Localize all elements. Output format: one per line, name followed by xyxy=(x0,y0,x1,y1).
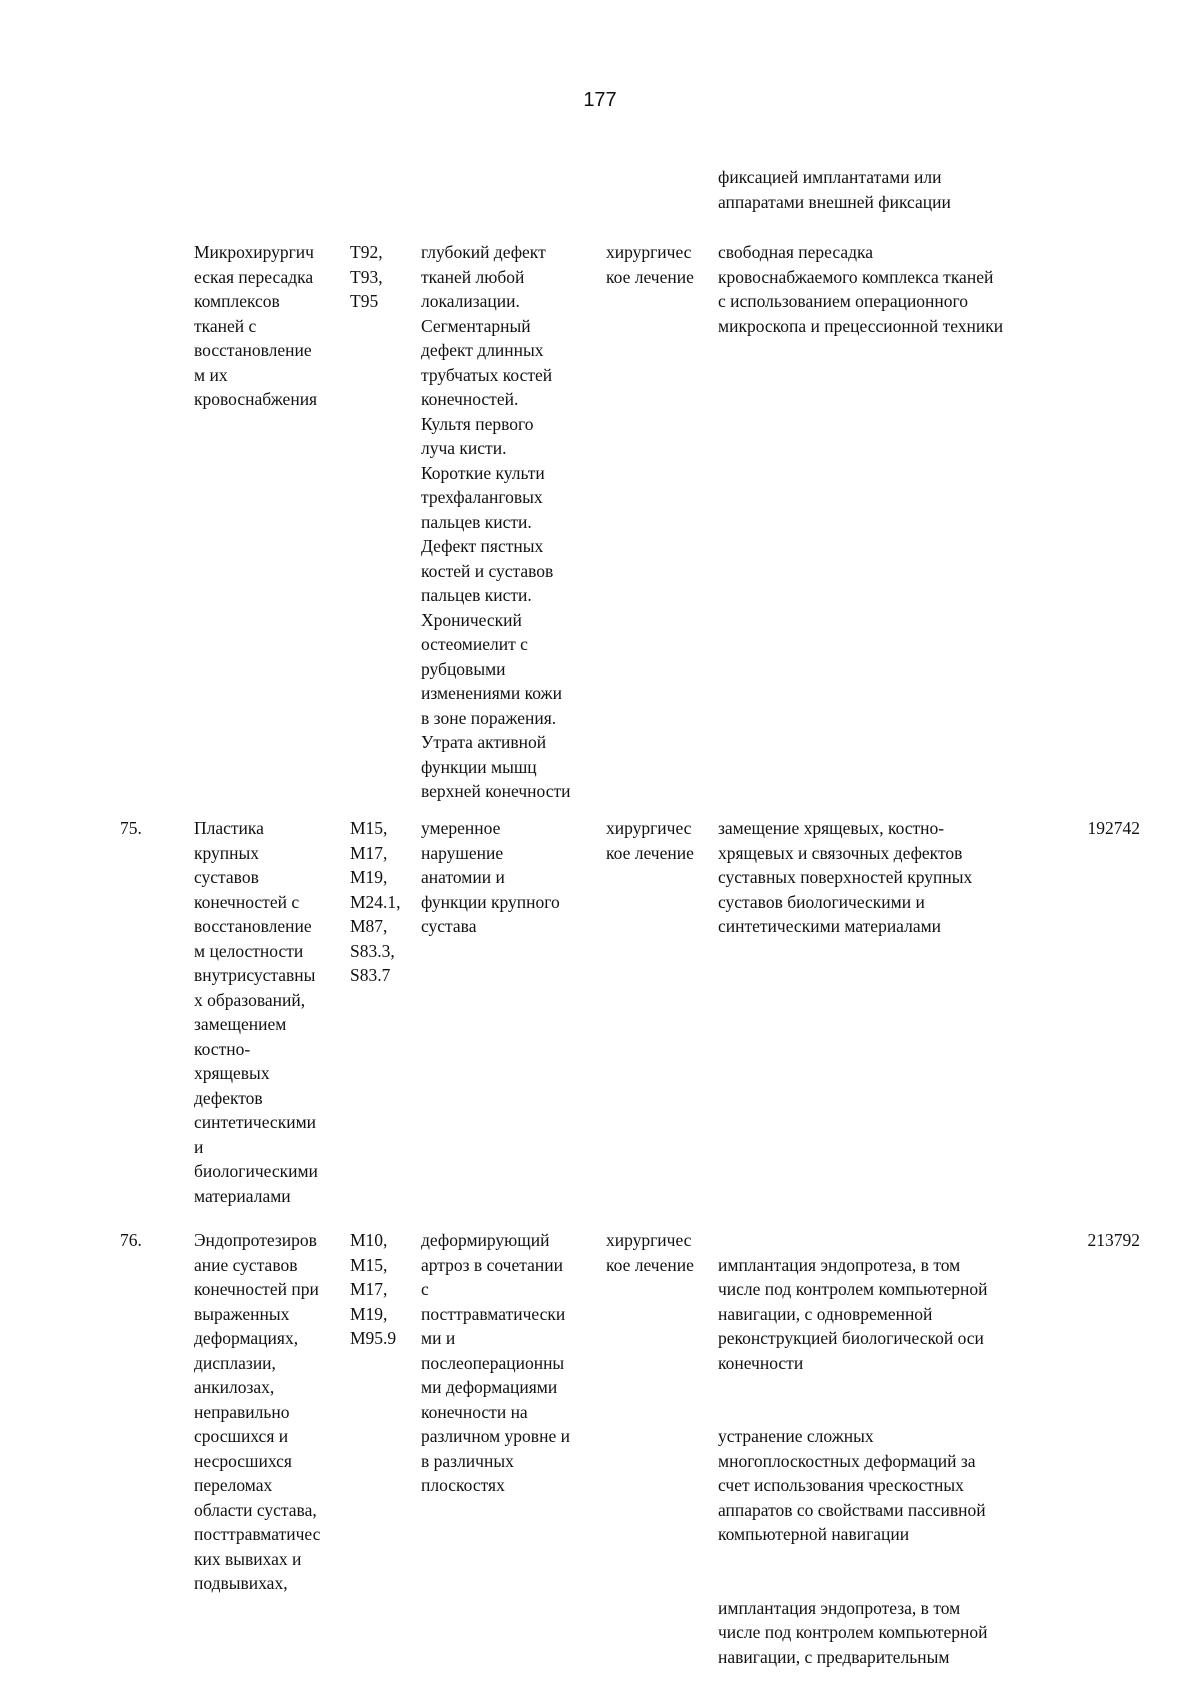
row-cost: 213792 xyxy=(1087,1230,1140,1250)
row-method: имплантация эндопротеза, в том числе под контролем компьютерной навигации, с одновременной реконструкцией биологической оси конечности xyxy=(718,1254,988,1373)
row-cost: 192742 xyxy=(1087,818,1140,838)
row-diagnosis: деформирующий артроз в сочетании с посттравматически ми и послеоперационны ми деформациями конечности на различном уровне и в различных плоскостях xyxy=(421,1230,570,1495)
row-treatment-type: хирургичес кое лечение xyxy=(606,818,694,863)
continuation-method: фиксацией имплантатами или аппаратами внешней фиксации xyxy=(718,167,951,212)
row-method: имплантация эндопротеза, в том числе под контролем компьютерной навигации, с предварительным xyxy=(718,1597,988,1667)
row-codes: M15, M17, M19, M24.1, M87, S83.3, S83.7 xyxy=(350,818,401,985)
row-diagnosis: умеренное нарушение анатомии и функции крупного сустава xyxy=(421,818,560,936)
row-treatment-type: хирургичес кое лечение xyxy=(606,1230,694,1275)
row-codes: M10, M15, M17, M19, M95.9 xyxy=(350,1230,397,1348)
row-diagnosis: глубокий дефект тканей любой локализации. Сегментарный дефект длинных трубчатых костей конечностей. Культя первого луча кисти. Короткие культи трехфаланговых пальцев кисти. Дефект пястных костей и суставов пальцев кисти. Хронический остеомиелит с рубцовыми изменениями кожи в зоне поражения. Утрата активной функции мышц верхней конечности xyxy=(421,242,571,801)
row-method: свободная пересадка кровоснабжаемого комплекса тканей с использованием операционного микроскопа и прецессионной техники xyxy=(718,242,1004,336)
page-number: 177 xyxy=(583,89,617,111)
row-name: Пластика крупных суставов конечностей с восстановление м целостности внутрисуставны х образований, замещением костно- хрящевых дефектов синтетическими и биологическими материалами xyxy=(194,818,318,1206)
row-codes: T92, T93, T95 xyxy=(350,242,383,311)
row-method: устранение сложных многоплоскостных деформаций за счет использования чрескостных аппаратов со свойствами пассивной компьютерной навигации xyxy=(718,1426,986,1544)
row-methods xyxy=(718,1228,1058,1694)
row-name: Эндопротезиров ание суставов конечностей при выраженных деформациях, дисплазии, анкилозах, неправильно сросшихся и несросшихся переломах области сустава, посттравматичес ких вывихах и подвывихах, xyxy=(194,1230,321,1593)
row-number: 76. xyxy=(120,1230,142,1250)
row-number: 75. xyxy=(120,818,142,838)
row-name: Микрохирургич еская пересадка комплексов тканей с восстановление м их кровоснабжения xyxy=(194,242,318,409)
row-method: замещение хрящевых, костно- хрящевых и связочных дефектов суставных поверхностей крупных суставов биологическими и синтетическими материалами xyxy=(718,818,973,936)
row-treatment-type: хирургичес кое лечение xyxy=(606,242,694,287)
